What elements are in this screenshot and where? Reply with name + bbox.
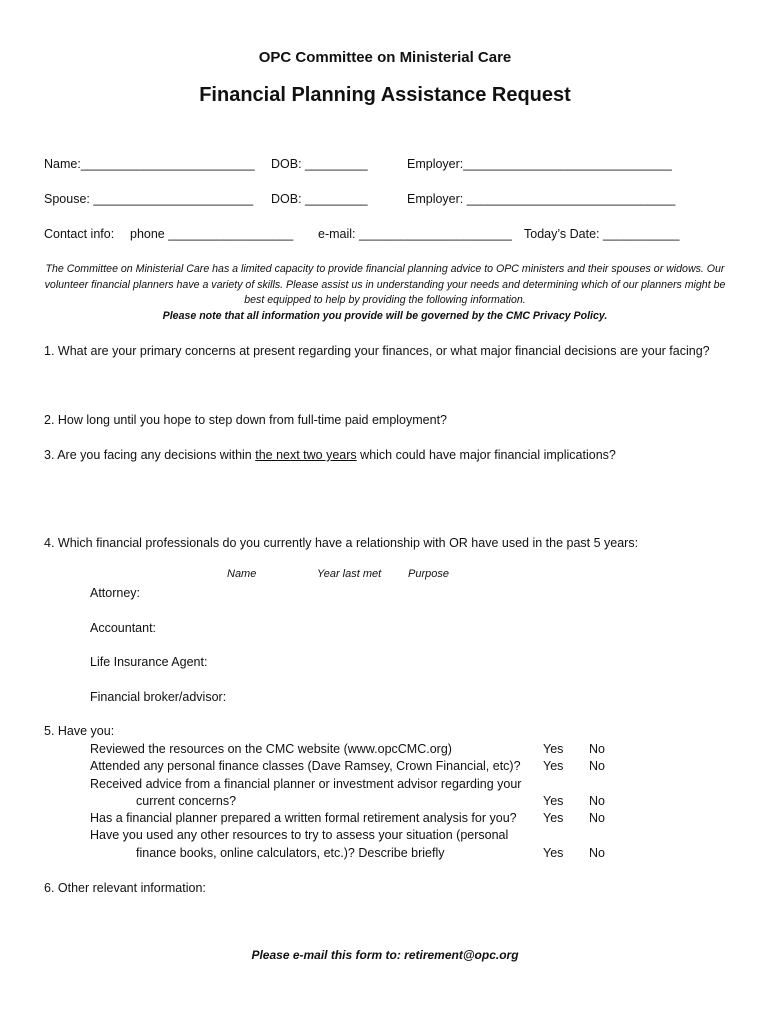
- name-field[interactable]: Name:_________________________: [44, 157, 255, 171]
- organization-heading: OPC Committee on Ministerial Care: [258, 49, 512, 66]
- spouse-employer-field[interactable]: Employer: ______________________________: [407, 192, 676, 206]
- email-field[interactable]: e-mail: ______________________: [318, 227, 512, 241]
- have-you-item-continued: finance books, online calculators, etc.)? Describe briefly: [136, 846, 445, 860]
- contact-info-label: Contact info:: [44, 227, 115, 241]
- yes-option[interactable]: Yes: [543, 846, 564, 860]
- row-financial-broker: Financial broker/advisor:: [90, 690, 227, 704]
- question-3-emphasis: the next two years: [255, 448, 357, 462]
- question-6: 6. Other relevant information:: [44, 881, 206, 895]
- have-you-item: Attended any personal finance classes (Dave Ramsey, Crown Financial, etc)?: [90, 759, 521, 773]
- have-you-item: Has a financial planner prepared a written formal retirement analysis for you?: [90, 811, 517, 825]
- have-you-item: Have you used any other resources to try to assess your situation (personal: [90, 828, 509, 842]
- yes-option[interactable]: Yes: [543, 742, 564, 756]
- todays-date-field[interactable]: Today’s Date: ___________: [524, 227, 680, 241]
- page-title: Financial Planning Assistance Request: [199, 84, 571, 106]
- no-option[interactable]: No: [589, 759, 605, 773]
- intro-paragraph: [40, 262, 730, 324]
- question-4: 4. Which financial professionals do you currently have a relationship with OR have used in the past 5 years:: [44, 536, 639, 550]
- row-accountant: Accountant:: [90, 621, 157, 635]
- employer-field[interactable]: Employer:______________________________: [407, 157, 672, 171]
- phone-field[interactable]: phone __________________: [130, 227, 294, 241]
- question-5: 5. Have you:: [44, 724, 115, 738]
- yes-option[interactable]: Yes: [543, 811, 564, 825]
- column-header-year: Year last met: [317, 568, 382, 580]
- have-you-item: Reviewed the resources on the CMC website (www.opcCMC.org): [90, 742, 452, 756]
- question-3-text: 3. Are you facing any decisions within: [44, 448, 256, 462]
- yes-option[interactable]: Yes: [543, 794, 564, 808]
- no-option[interactable]: No: [589, 794, 605, 808]
- no-option[interactable]: No: [589, 846, 605, 860]
- yes-option[interactable]: Yes: [543, 759, 564, 773]
- column-header-purpose: Purpose: [408, 568, 449, 580]
- intro-text: The Committee on Ministerial Care has a limited capacity to provide financial planning advice to OPC ministers and their spouses or widows. Our volunteer financial planners have a variety of skills. Please assist us in understanding your needs and determining which of our planners might be best equipped to help by providing the following information.: [44, 263, 726, 306]
- row-life-insurance-agent: Life Insurance Agent:: [90, 655, 208, 669]
- no-option[interactable]: No: [589, 811, 605, 825]
- privacy-notice: Please note that all information you provide will be governed by the CMC Privacy Policy.: [162, 309, 608, 322]
- have-you-item: Received advice from a financial planner or investment advisor regarding your: [90, 777, 522, 791]
- row-attorney: Attorney:: [90, 586, 141, 600]
- have-you-item-continued: current concerns?: [136, 794, 237, 808]
- no-option[interactable]: No: [589, 742, 605, 756]
- footer-email-instruction: Please e-mail this form to: retirement@opc.org: [251, 948, 519, 962]
- question-1: 1. What are your primary concerns at present regarding your finances, or what major financial decisions are your facing?: [44, 344, 710, 358]
- spouse-dob-field[interactable]: DOB: _________: [271, 192, 368, 206]
- question-3: [44, 446, 616, 464]
- spouse-field[interactable]: Spouse: _______________________: [44, 192, 254, 206]
- question-2: 2. How long until you hope to step down from full-time paid employment?: [44, 413, 447, 427]
- column-header-name: Name: [227, 568, 257, 580]
- question-3-text-end: which could have major financial implications?: [356, 448, 616, 462]
- dob-field[interactable]: DOB: _________: [271, 157, 368, 171]
